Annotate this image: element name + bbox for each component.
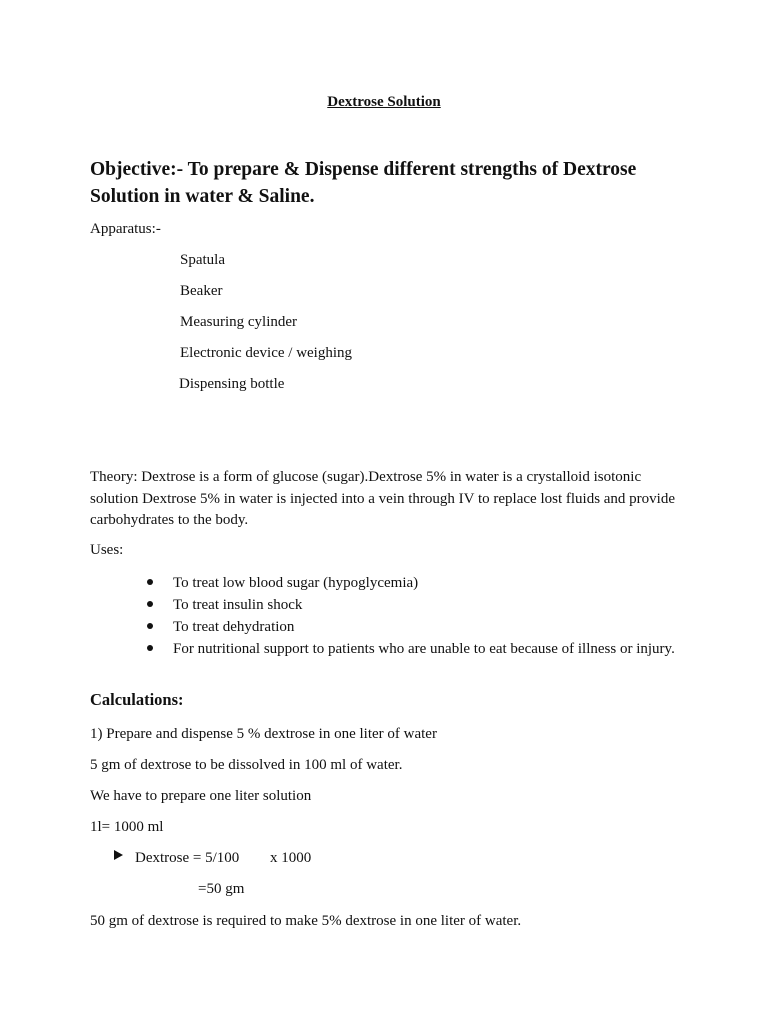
apparatus-item: Electronic device / weighing: [180, 345, 353, 361]
uses-item-text: To treat dehydration: [173, 619, 295, 635]
apparatus-item: Measuring cylinder: [180, 314, 298, 330]
formula-result: =50 gm: [198, 881, 245, 897]
bullet-icon: [147, 623, 153, 629]
calculation-conclusion: 50 gm of dextrose is required to make 5% dextrose in one liter of water.: [90, 913, 522, 929]
bullet-icon: [147, 645, 153, 651]
bullet-icon: [147, 601, 153, 607]
calculation-line: We have to prepare one liter solution: [90, 788, 312, 804]
uses-item-text: To treat insulin shock: [173, 597, 303, 613]
document-title-text: Dextrose Solution: [327, 94, 441, 110]
formula-right: x 1000: [270, 850, 312, 866]
arrow-bullet-icon: [114, 850, 123, 860]
apparatus-item: Beaker: [180, 283, 223, 299]
apparatus-item: Spatula: [180, 252, 225, 268]
calculation-line: 5 gm of dextrose to be dissolved in 100 ml of water.: [90, 757, 403, 773]
theory-paragraph: Theory: Dextrose is a form of glucose (sugar).Dextrose 5% in water is a crystalloid isotonic solution Dextrose 5% in water is injected into a vein through IV to replace lost fluids and provide carbohydrates to the body.: [90, 469, 676, 528]
calculation-step-1: 1) Prepare and dispense 5 % dextrose in one liter of water: [90, 726, 437, 742]
calculation-line: 1l= 1000 ml: [90, 819, 164, 835]
formula-left: Dextrose = 5/100: [135, 850, 240, 866]
apparatus-heading: Apparatus:-: [90, 221, 161, 237]
document-title: [0, 94, 768, 111]
apparatus-item: Dispensing bottle: [179, 376, 285, 392]
uses-item-text: For nutritional support to patients who are unable to eat because of illness or injury.: [173, 641, 675, 657]
calculations-heading: Calculations:: [90, 690, 184, 709]
uses-heading: Uses:: [90, 542, 124, 558]
bullet-icon: [147, 579, 153, 585]
uses-item-text: To treat low blood sugar (hypoglycemia): [173, 575, 419, 591]
objective-heading: Objective:- To prepare & Dispense different strengths of Dextrose Solution in water & Saline.: [90, 159, 637, 207]
